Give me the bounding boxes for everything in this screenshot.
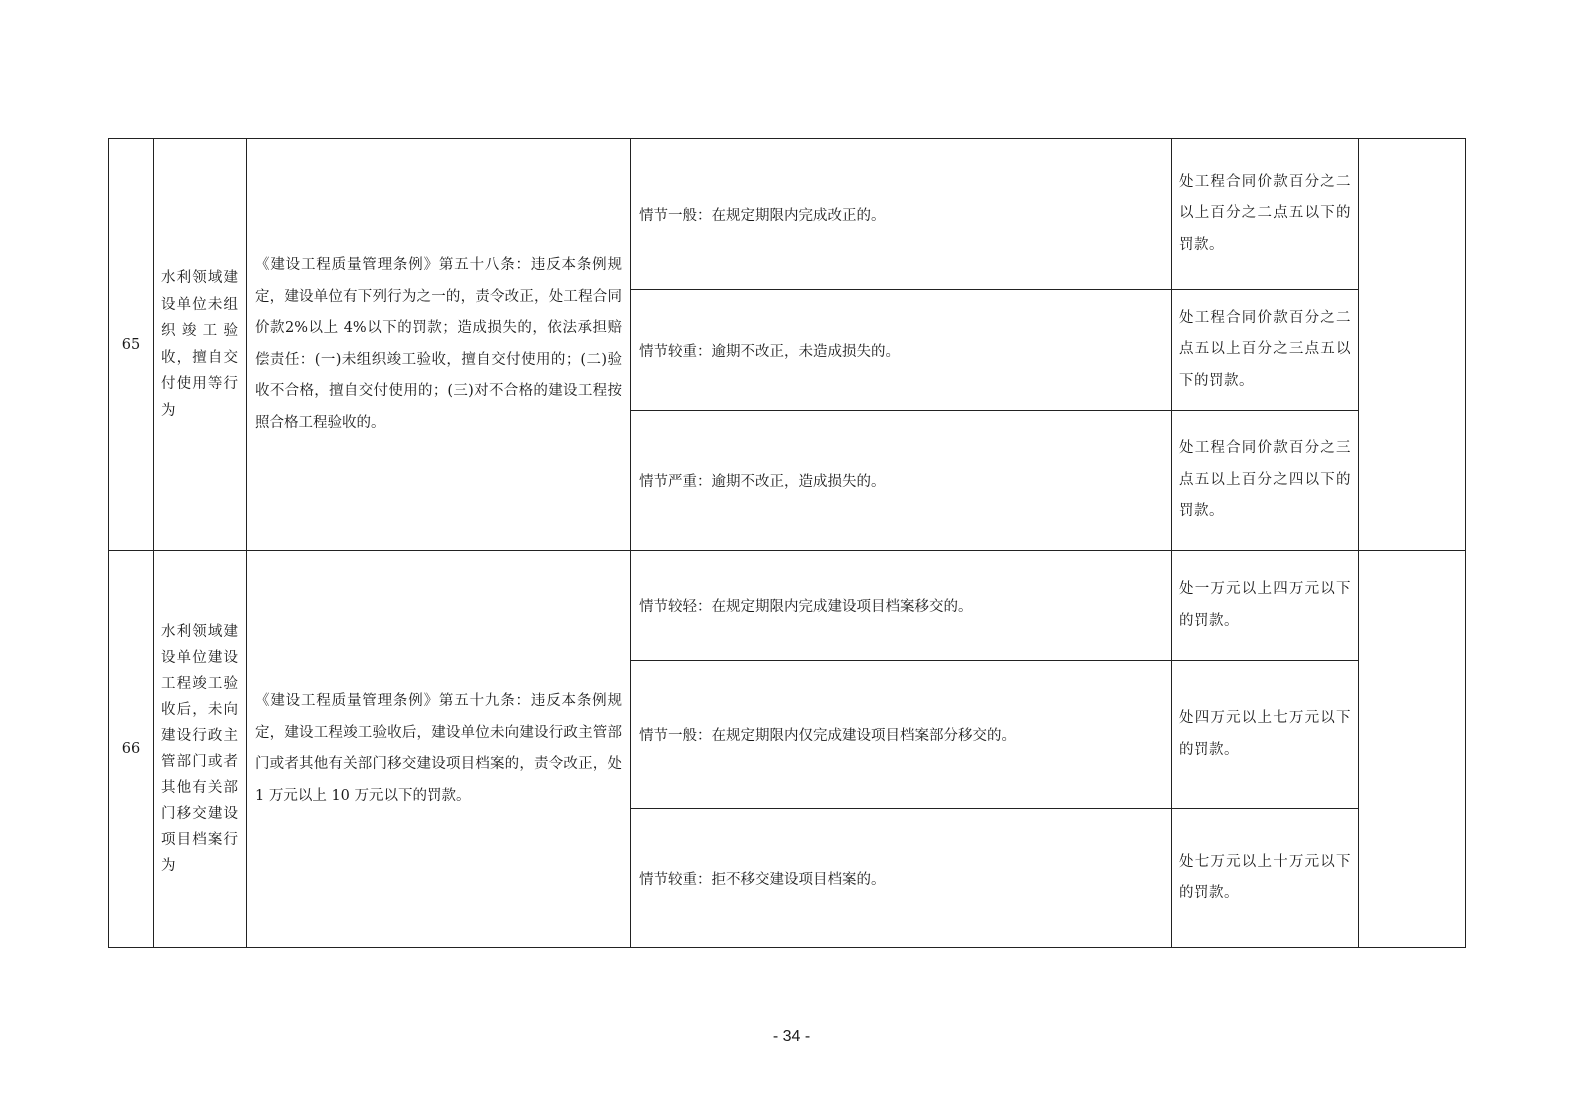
penalty-standard: 处工程合同价款百分之二以上百分之二点五以下的罚款。	[1172, 139, 1359, 290]
penalty-standard: 处工程合同价款百分之三点五以上百分之四以下的罚款。	[1172, 411, 1359, 551]
penalty-standard: 处四万元以上七万元以下的罚款。	[1172, 661, 1359, 809]
penalty-standard-table	[108, 138, 1466, 948]
penalty-standard: 处工程合同价款百分之二点五以上百分之三点五以下的罚款。	[1172, 290, 1359, 411]
penalty-standard: 处一万元以上四万元以下的罚款。	[1172, 551, 1359, 661]
circumstance-description: 情节较重：拒不移交建设项目档案的。	[631, 809, 1172, 948]
violation-name: 水利领域建设单位未组织竣工验收，擅自交付使用等行为	[154, 139, 247, 551]
legal-basis: 《建设工程质量管理条例》第五十九条：违反本条例规定，建设工程竣工验收后，建设单位未向建设行政主管部门或者其他有关部门移交建设项目档案的，责令改正，处 1 万元以上 10 万元以下的罚款。	[247, 551, 631, 948]
circumstance-description: 情节严重：逾期不改正，造成损失的。	[631, 411, 1172, 551]
remarks-cell	[1359, 551, 1466, 948]
item-number: 66	[109, 551, 154, 948]
legal-basis: 《建设工程质量管理条例》第五十八条：违反本条例规定，建设单位有下列行为之一的，责令改正，处工程合同价款2%以上 4%以下的罚款；造成损失的，依法承担赔偿责任：(一)未组织竣工验收，擅自交付使用的；(二)验收不合格，擅自交付使用的；(三)对不合格的建设工程按照合格工程验收的。	[247, 139, 631, 551]
circumstance-description: 情节一般：在规定期限内仅完成建设项目档案部分移交的。	[631, 661, 1172, 809]
circumstance-description: 情节较重：逾期不改正，未造成损失的。	[631, 290, 1172, 411]
violation-name: 水利领域建设单位建设工程竣工验收后，未向建设行政主管部门或者其他有关部门移交建设项目档案行为	[154, 551, 247, 948]
item-number: 65	[109, 139, 154, 551]
circumstance-description: 情节一般：在规定期限内完成改正的。	[631, 139, 1172, 290]
page-number: - 34 -	[772, 1028, 811, 1045]
circumstance-description: 情节较轻：在规定期限内完成建设项目档案移交的。	[631, 551, 1172, 661]
table-row	[109, 551, 1466, 661]
penalty-standard: 处七万元以上十万元以下的罚款。	[1172, 809, 1359, 948]
remarks-cell	[1359, 139, 1466, 551]
table-row	[109, 139, 1466, 290]
